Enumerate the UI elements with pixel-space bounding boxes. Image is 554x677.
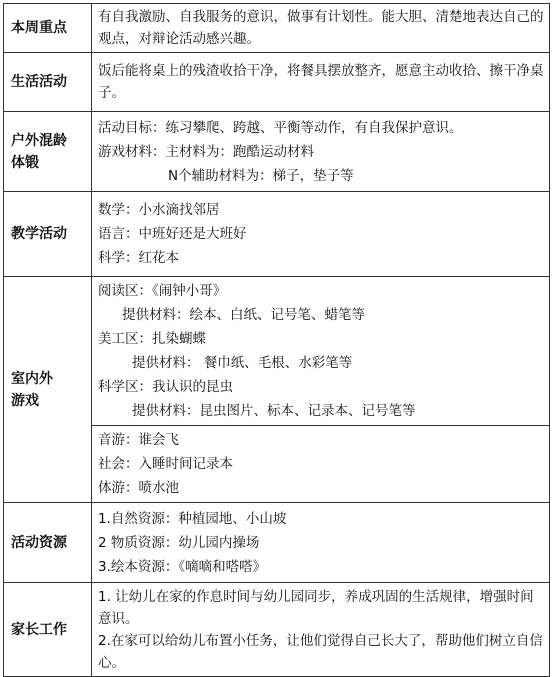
row-resources [4,503,550,583]
label-games-line2: 游戏 [11,392,39,409]
content-resources [92,503,550,583]
row-parents [4,583,550,677]
label-outdoor-line1: 户外混龄 [11,132,67,149]
row-life [4,53,550,112]
games-science-materials: 提供材料：昆虫图片、标本、记录本、记号笔等 [132,403,416,419]
outdoor-material-aux: N个辅助材料为：梯子，垫子等 [168,167,354,184]
outdoor-goal: 活动目标：练习攀爬、跨越、平衡等动作，有自我保护意识。 [98,119,463,136]
label-games [4,277,92,503]
content-outdoor [92,112,550,192]
row-games [4,277,550,503]
label-life: 生活活动 [4,53,92,112]
games-science: 科学区：我认识的昆虫 [98,379,233,395]
row-outdoor [4,112,550,192]
label-parents: 家长工作 [4,583,92,677]
row-teaching [4,192,550,277]
content-games [92,277,550,503]
label-games-line1: 室内外 [11,370,53,387]
content-parents [92,583,550,677]
parents-item-1: 1. 让幼儿在家的作息时间与幼儿园同步，养成巩固的生活规律，增强时间意识。 [98,588,534,627]
teaching-item: 科学：红花本 [98,250,179,266]
games-sports: 体游：喷水池 [98,480,179,496]
games-social: 社会：入睡时间记录本 [98,456,233,472]
label-resources: 活动资源 [4,503,92,583]
games-art-materials: 提供材料： 餐巾纸、毛根、水彩笔等 [132,355,353,371]
parents-item-2: 2.在家可以给幼儿布置小任务，让他们觉得自己长大了，帮助他们树立自信心。 [98,632,543,671]
text-life: 饭后能将桌上的残渣收拾干净，将餐具摆放整齐，愿意主动收拾、擦干净桌子。 [92,53,550,112]
games-reading: 阅读区：《闹钟小哥》 [98,283,227,299]
teaching-item: 语言：中班好还是大班好 [98,226,247,242]
resource-item: 1.自然资源：种植园地、小山坡 [98,510,287,527]
label-outdoor [4,112,92,192]
label-outdoor-line2: 体锻 [11,154,39,171]
games-reading-materials: 提供材料：绘本、白纸、记号笔、蜡笔等 [122,307,365,323]
outdoor-material-main: 游戏材料：主材料为：跑酷运动材料 [98,143,314,160]
games-art: 美工区：扎染蝴蝶 [98,331,206,347]
row-focus [4,4,550,53]
teaching-item: 数学：小水滴找邻居 [98,202,220,218]
resource-item: 2 物质资源：幼儿园内操场 [98,534,260,551]
resource-item: 3.绘本资源：《嘀嘀和嗒嗒》 [98,558,267,575]
label-focus: 本周重点 [4,4,92,53]
weekly-plan-table [3,3,550,677]
games-music: 音游：谁会飞 [98,432,179,448]
text-focus: 有自我激励、自我服务的意识，做事有计划性。能大胆、清楚地表达自己的观点，对辩论活动感兴趣。 [92,4,550,53]
label-teaching: 教学活动 [4,192,92,277]
content-teaching [92,192,550,277]
